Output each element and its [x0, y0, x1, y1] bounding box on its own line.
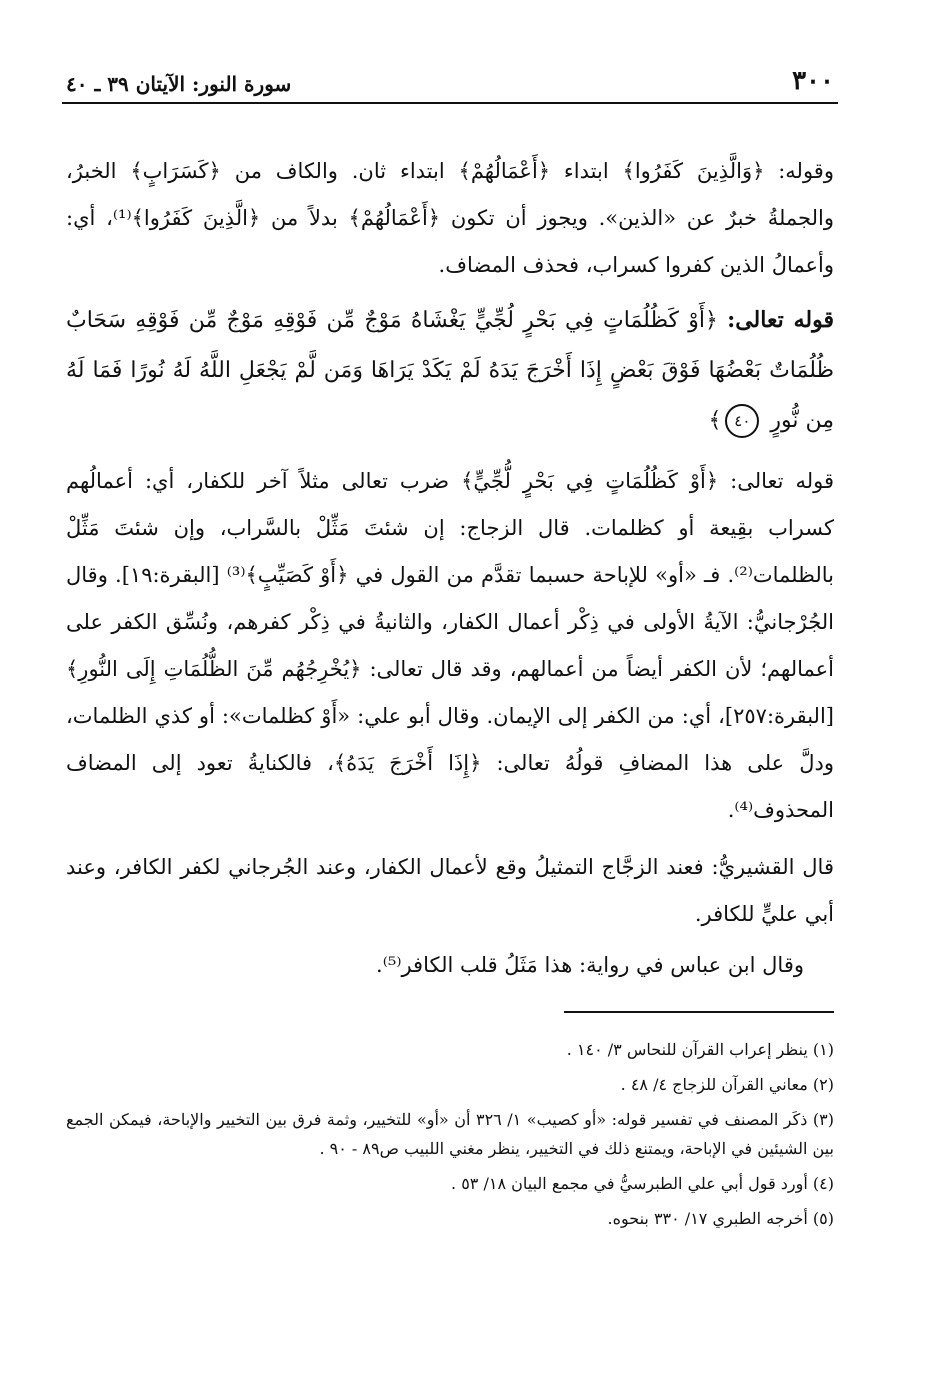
verse-close-bracket: ﴾ [708, 408, 722, 433]
footnote-4: (٤) أورد قول أبي علي الطبرسيُّ في مجمع البيان ١٨/ ٥٣ . [451, 1174, 834, 1193]
footnote-separator [564, 1011, 834, 1013]
footnotes [62, 1035, 838, 1233]
footnote-2: (٢) معاني القرآن للزجاج ٤/ ٤٨ . [620, 1075, 834, 1094]
page-header [62, 52, 838, 104]
verse-paragraph [62, 295, 838, 446]
footnote-1: (١) ينظر إعراب القرآن للنحاس ٣/ ١٤٠ . [566, 1040, 834, 1059]
book-page [62, 52, 838, 1239]
paragraph-qushayri: قال القشيريُّ: فعند الزجَّاج التمثيلُ وقع لأعمال الكفار، وعند الجُرجاني لكفر الكافر، وعند أبي عليٍّ للكافر. [66, 855, 834, 926]
footnote-5: (٥) أخرجه الطبري ١٧/ ٣٣٠ بنحوه. [607, 1209, 834, 1228]
paragraph-grammar: وقوله: ﴿وَالَّذِينَ كَفَرُوا﴾ ابتداء ﴿أَعْمَالُهُمْ﴾ ابتداء ثان. والكاف من ﴿كَسَرَابٍ﴾ الخبرُ، والجملةُ خبرٌ عن «الذين». ويجوز أن تكون ﴿أَعْمَالُهُمْ﴾ بدلاً من ﴿الَّذِينَ كَفَرُوا﴾⁽¹⁾، أي: وأعمالُ الذين كفروا كسراب، فحذف المضاف. [66, 159, 834, 277]
ayah-number-marker: ٤٠ [725, 404, 759, 438]
paragraph-commentary: قوله تعالى: ﴿أَوْ كَظُلُمَاتٍ فِي بَحْرٍ لُّجِّيٍّ﴾ ضرب تعالى مثلاً آخر للكفار، أي: أعمالُهم كسراب بقِيعة أو كظلمات. قال الزجاج: إن شئتَ مَثِّلْ بالسَّراب، وإن شئتَ مَثِّلْ بالظلمات⁽²⁾. فـ «أو» للإباحة حسبما تقدَّم من القول في ﴿أَوْ كَصَيِّبٍ﴾⁽³⁾ [البقرة:١٩]. وقال الجُرْجانيُّ: الآيةُ الأولى في ذِكْر أعمال الكفار، والثانيةُ في ذِكْر كفرهم، ونُسِّق الكفر على أعمالهم؛ لأن الكفر أيضاً من أعمالهم، وقد قال تعالى: ﴿يُخْرِجُهُم مِّنَ الظُّلُمَاتِ إِلَى النُّورِ﴾ [البقرة:٢٥٧]، أي: من الكفر إلى الإيمان. وقال أبو علي: «أَوْ كظلمات»: أو كذي الظلمات، ودلَّ على هذا المضافِ قولُهُ تعالى: ﴿إِذَا أَخْرَجَ يَدَهُ﴾، فالكنايةُ تعود إلى المضاف المحذوف⁽⁴⁾. [66, 469, 834, 822]
paragraph-ibn-abbas: وقال ابن عباس في رواية: هذا مَثَلُ قلب الكافر⁽⁵⁾. [376, 953, 804, 977]
verse-lead: قوله تعالى: [727, 307, 834, 333]
page-number: ٣٠٠ [792, 66, 834, 96]
footnote-3: (٣) ذكَر المصنف في تفسير قوله: «أو كصيب» ١/ ٣٢٦ أن «أو» للتخيير، وثمة فرق بين التخيير والإباحة، فيمكن الجمع بين الشيئين في الإباحة، ويمتنع ذلك في التخيير، ينظر مغني اللبيب ص٨٩ - ٩٠ . [66, 1110, 834, 1158]
verse-text: ﴿أَوْ كَظُلُمَاتٍ فِي بَحْرٍ لُجِّيٍّ يَغْشَاهُ مَوْجٌ مِّن فَوْقِهِ مَوْجٌ مِّن فَوْقِهِ سَحَابٌ ظُلُمَاتٌ بَعْضُهَا فَوْقَ بَعْضٍ إِذَا أَخْرَجَ يَدَهُ لَمْ يَكَدْ يَرَاهَا وَمَن لَّمْ يَجْعَلِ اللَّهُ لَهُ نُورًا فَمَا لَهُ مِن نُّورٍ [66, 308, 834, 433]
running-title: سورة النور: الآيتان ٣٩ ـ ٤٠ [66, 72, 292, 96]
